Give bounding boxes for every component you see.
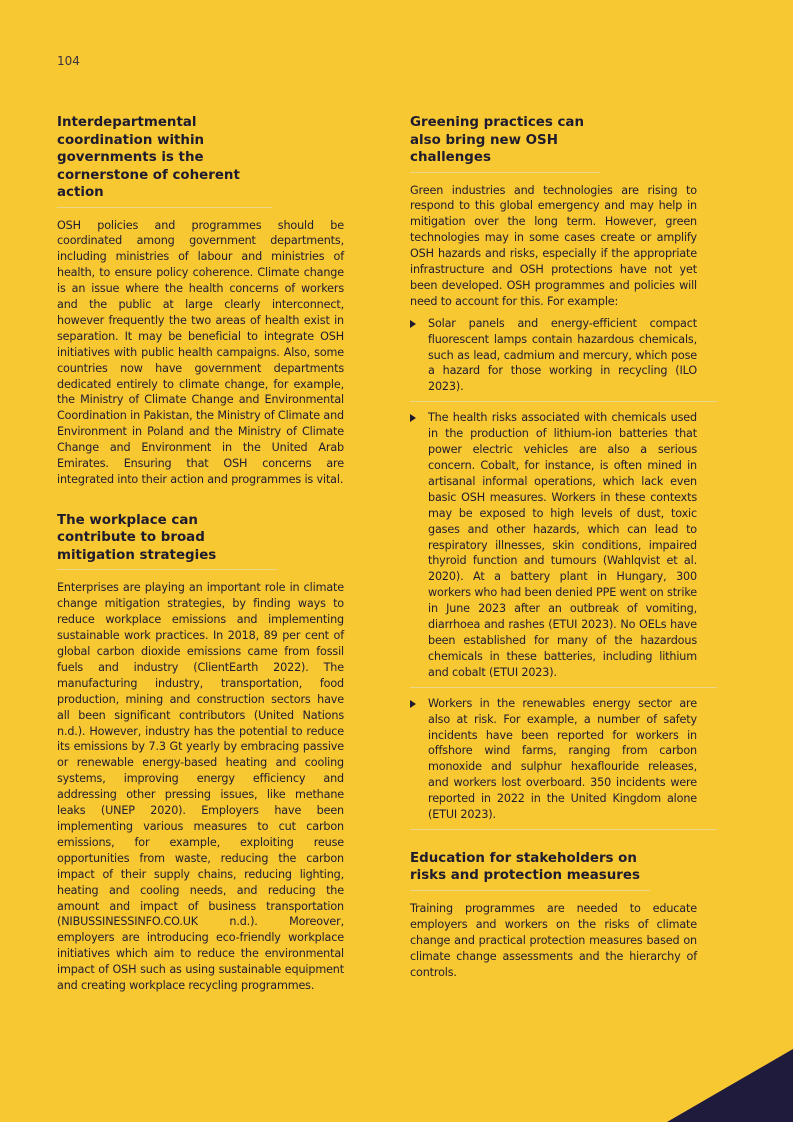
list-item-text: The health risks associated with chemicals used in the production of lithium-ion batteries that power electric vehicles are also a serious concern. Cobalt, for instance, is often mined in artisanal informal operations, which lack even basic OSH measures. Workers in these contexts may be exposed to high levels of dust, toxic gases and other hazards, which can lead to respiratory illnesses, skin conditions, impaired thyroid function and tumours (Wahlqvist et al. 2020). At a battery plant in Hungary, 300 workers who had been denied PPE went on strike in June 2023 after an outbreak of vomiting, diarrhoea and rashes (ETUI 2023). No OELs have been established for many of the hazardous chemicals in these batteries, including lithium and cobalt (ETUI 2023). <box>428 411 697 679</box>
section-heading: The workplace can contribute to broad mitigation strategies <box>57 512 277 571</box>
section-body: OSH policies and programmes should be coordinated among government departments, including ministries of labour and ministries of health, to ensure policy coherence. Climate change is an issue where the health concerns of workers and the public at large clearly interconnect, however frequently the two areas of health exist in separation. It may be beneficial to integrate OSH initiatives with public health campaigns. Also, some countries now have government departments dedicated entirely to climate change, for example, the Ministry of Climate Change and Environmental Coordination in Pakistan, the Ministry of Climate and Environment in Poland and the Ministry of Climate Change and Environment in the United Arab Emirates. Ensuring that OSH concerns are integrated into their action and programmes is vital. <box>57 218 344 486</box>
list-item-text: Workers in the renewables energy sector are also at risk. For example, a number of safety incidents have been reported for workers in offshore wind farms, ranging from carbon monoxide and sulphur hexaflouride releases, and workers lost overboard. 350 incidents were reported in 2022 in the United Kingdom alone (ETUI 2023). <box>428 696 697 822</box>
section-body: Training programmes are needed to educate employers and workers on the risks of climate change and practical protection measures based on climate change assessments and the hierarchy of controls. <box>410 901 697 979</box>
section-body: Enterprises are playing an important role in climate change mitigation strategies, by finding ways to reduce workplace emissions and implementing sustainable work practices. In 2018, 89 per cent of global carbon dioxide emissions came from fossil fuels and industry (ClientEarth 2022). The manufacturing industry, transportation, food production, mining and construction sectors have all been significant contributors (United Nations n.d.). However, industry has the potential to reduce its emissions by 7.3 Gt yearly by embracing passive or renewable energy-based heating and cooling systems, improving energy efficiency and addressing other pressing issues, like methane leaks (UNEP 2020). Employers have been implementing various measures to cut carbon emissions, for example, exploiting reuse opportunities from waste, reducing the carbon impact of their supply chains, reducing lighting, heating and cooling needs, and reducing the amount and impact of business transportation (NIBUSSINESSINFO.CO.UK n.d.). Moreover, employers are introducing eco-friendly workplace initiatives which aim to reduce the environmental impact of OSH such as using sustainable equipment and creating workplace recycling programmes. <box>57 581 344 993</box>
bullet-arrow-icon <box>410 700 416 708</box>
bullet-list <box>410 316 717 830</box>
section-heading: Greening practices can also bring new OSH challenges <box>410 114 600 173</box>
section-interdepartmental-coordination <box>57 114 344 488</box>
corner-triangle-decoration <box>667 1049 793 1122</box>
section-greening-practices <box>410 114 697 830</box>
page-number: 104 <box>57 54 80 68</box>
bullet-arrow-icon <box>410 414 416 422</box>
section-heading: Education for stakeholders on risks and protection measures <box>410 850 650 891</box>
left-column <box>57 114 344 1014</box>
list-item <box>410 410 717 687</box>
list-item <box>410 696 717 830</box>
section-body: Green industries and technologies are rising to respond to this global emergency and may help in mitigation over the long term. However, green technologies may in some cases create or amplify OSH hazards and risks, especially if the appropriate infrastructure and OSH protections have not yet been developed. OSH programmes and policies will need to account for this. For example: <box>410 183 697 308</box>
list-item <box>410 316 717 403</box>
section-heading: Interdepartmental coordination within governments is the cornerstone of coherent action <box>57 114 272 208</box>
list-item-text: Solar panels and energy-efficient compact fluorescent lamps contain hazardous chemicals, such as lead, cadmium and mercury, which pose a hazard for those working in recycling (ILO 2023). <box>428 316 697 394</box>
section-education-stakeholders <box>410 850 697 981</box>
bullet-arrow-icon <box>410 320 416 328</box>
section-workplace-mitigation <box>57 512 344 994</box>
right-column <box>410 114 697 1000</box>
